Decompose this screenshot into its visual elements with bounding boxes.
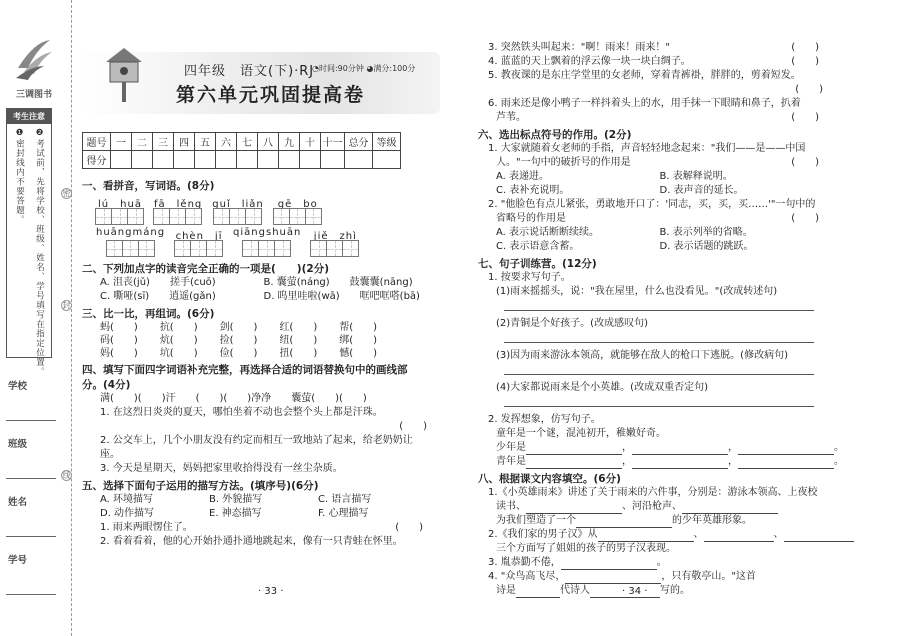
compare-item[interactable]: 纽( ): [279, 335, 318, 346]
option-c[interactable]: C. 表示语意含蓄。: [496, 241, 580, 252]
option-a[interactable]: A. 沮丧(jǔ) 搓手(cuō): [100, 277, 216, 288]
answer-blank[interactable]: [526, 459, 622, 469]
question-8-3: 3. 胤恭勤不倦， 。: [488, 557, 667, 568]
score-header-cell: 十一: [321, 133, 345, 151]
question-8-2-cont: 三个方面写了姐姐的孩子的男子汉表现。: [496, 543, 676, 554]
score-table-header-row: [83, 133, 401, 151]
exam-title: 第六单元巩固提高卷: [176, 84, 366, 106]
question-7-2: 2. 发挥想象，仿写句子。: [488, 414, 601, 425]
question-5-2: 2. 看着看着，他的心开始扑通扑通地跳起来，像有一只青蛙在怀里。: [100, 536, 403, 547]
question-6-2: 2. "他脸色有点儿紧张，勇敢地开口了：'同志，买，买，买……'"一句中的: [488, 199, 816, 210]
idiom-blanks[interactable]: 满( )( )汗 ( )( )净净 囊萤( )( ): [100, 393, 367, 404]
question-text: 芦苇。: [496, 112, 526, 123]
method-options-row-1: [82, 493, 427, 507]
question-5-3: [478, 41, 823, 55]
answer-blank[interactable]: [526, 445, 622, 455]
answer-blank[interactable]: [561, 560, 657, 570]
score-header-cell: 八: [258, 133, 279, 151]
birdhouse-icon: [102, 46, 146, 102]
left-questions: [82, 176, 427, 549]
seam-mark-3: 线: [62, 471, 71, 480]
compare-item[interactable]: 抗( ): [159, 322, 198, 333]
seam-mark-2: 封: [62, 301, 71, 310]
score-cell[interactable]: [258, 151, 279, 169]
option-row: [82, 290, 427, 304]
answer-paren[interactable]: ( ): [795, 84, 823, 95]
score-row-label: 得分: [83, 151, 111, 169]
logo-text: 三调图书: [15, 90, 52, 100]
question-7-1-3: (3)因为雨来游泳本领高，就能够在敌人的枪口下逃脱。(修改病句): [496, 350, 788, 361]
answer-line[interactable]: [504, 335, 814, 343]
exam-header: [80, 52, 440, 112]
option-a[interactable]: A. 表示说话断断续续。: [496, 227, 600, 238]
compare-item[interactable]: 捡( ): [219, 335, 258, 346]
compare-item[interactable]: 俭( ): [219, 348, 258, 359]
answer-line[interactable]: [504, 367, 814, 375]
option-b[interactable]: B. 表示列举的省略。: [659, 227, 753, 238]
score-cell[interactable]: [279, 151, 300, 169]
score-cell[interactable]: [373, 151, 401, 169]
question-text: 3. 胤恭勤不倦，: [488, 557, 561, 568]
option-row: [478, 170, 823, 184]
score-cell[interactable]: [153, 151, 174, 169]
compare-item[interactable]: 蚂( ): [100, 322, 138, 333]
question-7-1-1: (1)雨来摇摇头，说："我在屋里，什么也没看见。"(改成转述句): [496, 286, 778, 297]
score-header-cell: 九: [279, 133, 300, 151]
option-c[interactable]: C. 表补充说明。: [496, 185, 570, 196]
id-field-line[interactable]: [6, 594, 56, 595]
score-header-cell: 五: [195, 133, 216, 151]
method-option: D. 动作描写: [100, 508, 155, 519]
question-6-1: 1. 大家就随着女老师的手指，声音轻轻地念起来："我们——是——中国: [488, 143, 806, 154]
compare-item[interactable]: 妈( ): [100, 348, 138, 359]
writing-grid[interactable]: [311, 240, 359, 257]
compare-item[interactable]: 剑( ): [219, 322, 258, 333]
score-cell[interactable]: [216, 151, 237, 169]
section-4-title: 四、填写下面四字词语补充完整，再选择合适的词语替换句中的画线部分。(4分): [82, 364, 408, 391]
writing-grid[interactable]: [274, 208, 322, 225]
question-6-2-cont: [478, 212, 823, 226]
question-8-1-cont: [478, 500, 823, 514]
imitate-youth: 少年是 ， ， 。: [496, 442, 844, 453]
score-header-cell: 一: [111, 133, 132, 151]
method-option: F. 心理描写: [318, 508, 369, 519]
method-option: C. 语言描写: [318, 494, 372, 505]
question-text: 2.《我们家的男子汉》从: [488, 529, 598, 540]
question-text: 写的。: [660, 585, 690, 596]
option-d[interactable]: D. 表声音的延长。: [659, 185, 744, 196]
question-5-6: 6. 雨来还是像小鸭子一样抖着头上的水，用手抹一下眼睛和鼻子，扒着: [488, 98, 801, 109]
option-row: [478, 240, 823, 254]
question-text: 省略号的作用是: [496, 213, 566, 224]
score-header-cell: 七: [237, 133, 258, 151]
prompt-label: 少年是: [496, 442, 526, 453]
question-text: 4. 蓝蓝的天上飘着的浮云像一块一块白绸子。: [488, 56, 691, 67]
exam-time: ◔时间:90分钟: [312, 64, 364, 73]
pinyin-label: gē bo: [277, 199, 318, 210]
option-d[interactable]: D. 呜里哇啦(wā) 哐吧哐嗒(bā): [263, 291, 420, 302]
pinyin-label: chèn jī: [175, 231, 223, 242]
question-8-2: 2.《我们家的男子汉》从 、 、: [478, 528, 823, 542]
question-text: ，只有敬亭山。"这首: [661, 571, 756, 582]
answer-blank[interactable]: [526, 504, 622, 514]
school-field-label: 学校: [8, 381, 28, 392]
score-header-cell: 等级: [373, 133, 401, 151]
question-5-4: [478, 55, 823, 69]
score-header-cell: 二: [132, 133, 153, 151]
right-questions: [478, 41, 844, 598]
score-cell[interactable]: [345, 151, 373, 169]
answer-paren[interactable]: ( ): [791, 42, 819, 53]
question-8-4-cont: [478, 584, 823, 598]
pinyin-label: qiāngshuān: [233, 227, 302, 238]
score-table: [82, 132, 401, 169]
question-text: 人。"一句中的破折号的作用是: [496, 157, 631, 168]
answer-line[interactable]: [504, 303, 814, 311]
score-cell[interactable]: [174, 151, 195, 169]
question-text: 诗是: [496, 585, 516, 596]
score-header-cell: 题号: [83, 133, 111, 151]
question-text: 读书、: [496, 501, 526, 512]
score-cell[interactable]: [300, 151, 321, 169]
id-field-label: 学号: [8, 555, 28, 566]
score-header-cell: 六: [216, 133, 237, 151]
question-7-1: 1. 按要求写句子。: [488, 272, 571, 283]
score-header-cell: 三: [153, 133, 174, 151]
score-cell[interactable]: [132, 151, 153, 169]
score-cell[interactable]: [321, 151, 345, 169]
answer-paren[interactable]: ( ): [791, 56, 819, 67]
answer-blank[interactable]: [565, 574, 661, 584]
pinyin-label: jiě zhì: [313, 231, 357, 242]
question-8-4: [478, 570, 823, 584]
school-field-line[interactable]: [6, 420, 56, 421]
answer-blank[interactable]: [738, 445, 834, 455]
question-text: 3. 突然铁头叫起来："啊！雨来！雨来！": [488, 42, 670, 53]
option-d[interactable]: D. 表示话题的跳跃。: [659, 241, 754, 252]
score-header-cell: 十: [300, 133, 321, 151]
publisher-logo: [8, 38, 60, 100]
answer-blank[interactable]: [576, 518, 672, 528]
score-cell[interactable]: [195, 151, 216, 169]
page-number-right: · 34 ·: [622, 586, 648, 597]
notice-item-2: ❷考试前，先将学校、班级、姓名、学号填写在指定位置。: [34, 128, 45, 377]
answer-blank[interactable]: [784, 532, 854, 542]
binding-sidebar: [0, 0, 72, 636]
question-8-1: 1.《小英雄雨来》讲述了关于雨来的六件事，分别是：游泳本领高、上夜校: [488, 487, 818, 498]
compare-item[interactable]: 码( ): [100, 335, 138, 346]
answer-blank[interactable]: [738, 459, 834, 469]
option-row: [478, 226, 823, 240]
writing-grid[interactable]: [154, 208, 202, 225]
compare-item[interactable]: 绑( ): [339, 335, 378, 346]
pinyin-label: huāngmáng: [96, 227, 166, 238]
page-left: [80, 0, 440, 167]
compare-item[interactable]: 坑( ): [159, 348, 198, 359]
option-c[interactable]: C. 嘶哑(sī) 逍遥(gǎn): [100, 291, 216, 302]
section-5-title: 五、选择下面句子运用的描写方法。(填序号)(6分): [82, 480, 319, 492]
writing-grid[interactable]: [243, 240, 291, 257]
question-5-1: [82, 521, 427, 535]
method-option: B. 外貌描写: [209, 494, 263, 505]
section-7-title: 七、句子训练营。(12分): [478, 258, 597, 270]
writing-grid[interactable]: [175, 240, 223, 257]
option-a[interactable]: A. 表递进。: [496, 171, 550, 182]
section-6-title: 六、选出标点符号的作用。(2分): [478, 129, 632, 141]
imitate-young: 青年是 ， ， 。: [496, 456, 844, 467]
option-row: [82, 276, 427, 290]
method-options-row-2: [82, 507, 427, 521]
writing-grid[interactable]: [96, 208, 144, 225]
question-text: 的少年英雄形象。: [672, 515, 752, 526]
name-field-line[interactable]: [6, 536, 56, 537]
pinyin-label: guǐ liǎn: [212, 199, 264, 210]
model-sentence: 童年是一个谜，混沌初开，稚嫩好奇。: [496, 428, 666, 439]
question-text: 、河沿枪声、: [622, 501, 682, 512]
class-field-line[interactable]: [6, 478, 56, 479]
method-option: A. 环境描写: [100, 494, 154, 505]
question-7-1-2: (2)青铜是个好孩子。(改成感叹句): [496, 318, 648, 329]
score-table-score-row: [83, 151, 401, 169]
answer-paren[interactable]: ( ): [399, 421, 427, 432]
page-number-left: · 33 ·: [258, 586, 284, 597]
answer-paren[interactable]: ( ): [791, 213, 819, 224]
question-text: 4. "众鸟高飞尽，: [488, 571, 566, 582]
question-5-5: 5. 教夜课的是东庄学堂里的女老师，穿着青裤褂，胖胖的，剪着短发。: [488, 70, 801, 81]
pinyin-label: fā lěng: [154, 199, 203, 210]
question-text: 为我们塑造了一个: [496, 515, 576, 526]
section-2-title: 二、下列加点字的读音完全正确的一项是( )(2分): [82, 263, 330, 275]
class-field-label: 班级: [8, 439, 28, 450]
pinyin-label: lú huā: [98, 199, 142, 210]
compare-item[interactable]: 帮( ): [339, 322, 378, 333]
score-cell[interactable]: [111, 151, 132, 169]
score-cell[interactable]: [237, 151, 258, 169]
exam-notice: [6, 108, 52, 377]
prompt-label: 青年是: [496, 456, 526, 467]
section-8-title: 八、根据课文内容填空。(6分): [478, 473, 621, 485]
answer-line[interactable]: [504, 399, 814, 407]
compare-item[interactable]: 憾( ): [339, 348, 378, 359]
score-header-cell: 总分: [345, 133, 373, 151]
pinyin-row-1: [96, 195, 427, 225]
question-4-3: 3. 今天是星期天，妈妈把家里收拾得没有一丝尘杂质。: [100, 463, 343, 474]
question-7-1-4: (4)大家都说雨来是个小英雄。(改成双重否定句): [496, 382, 708, 393]
option-b[interactable]: B. 表解释说明。: [659, 171, 733, 182]
question-text: 1. 雨来两眼愣住了。: [100, 522, 193, 533]
score-header-cell: 四: [174, 133, 195, 151]
option-row: [478, 184, 823, 198]
pinyin-row-2: [96, 227, 427, 257]
logo-swoosh-icon: [14, 38, 54, 82]
answer-paren[interactable]: ( ): [395, 522, 423, 533]
seam-mark-1: 密: [62, 189, 71, 198]
writing-grid[interactable]: [214, 208, 262, 225]
answer-paren[interactable]: ( ): [791, 112, 819, 123]
question-5-6-cont: [478, 111, 823, 125]
question-4-2: 2. 公交车上，几个小朋友没有约定而相互一致地站了起来，给老奶奶让座。: [100, 435, 413, 460]
method-option: E. 神态描写: [209, 508, 262, 519]
answer-blank[interactable]: [632, 459, 728, 469]
name-field-label: 姓名: [8, 497, 28, 508]
option-b[interactable]: B. 囊萤(náng) 鼓囊囊(nāng): [263, 277, 413, 288]
writing-grid[interactable]: [107, 240, 155, 257]
answer-blank[interactable]: [598, 532, 694, 542]
compare-item[interactable]: 红( ): [279, 322, 318, 333]
answer-blank[interactable]: [682, 504, 778, 514]
answer-blank[interactable]: [704, 532, 774, 542]
question-8-1-cont2: [478, 514, 823, 528]
compare-item[interactable]: 炕( ): [159, 335, 198, 346]
notice-item-1: ❶密封线内不要答题。: [14, 128, 25, 225]
answer-paren[interactable]: ( ): [791, 157, 819, 168]
exam-full-score: ◕满分:100分: [366, 64, 416, 73]
answer-blank[interactable]: [632, 445, 728, 455]
grade-subject: 四年级 语文(下)·RJ: [184, 64, 315, 79]
compare-item[interactable]: 扭( ): [279, 348, 318, 359]
question-6-1-cont: [478, 156, 823, 170]
answer-blank[interactable]: [516, 588, 560, 598]
notice-title: 考生注意: [7, 109, 51, 124]
exam-meta: [312, 63, 415, 74]
section-1-title: 一、看拼音，写词语。(8分): [82, 180, 215, 192]
question-text: 代诗人: [560, 585, 590, 596]
compare-grid: [82, 321, 427, 360]
section-3-title: 三、比一比，再组词。(6分): [82, 308, 215, 320]
question-4-1: 1. 在这烈日炎炎的夏天，哪怕坐着不动也会整个头上都是汗珠。: [100, 407, 383, 418]
